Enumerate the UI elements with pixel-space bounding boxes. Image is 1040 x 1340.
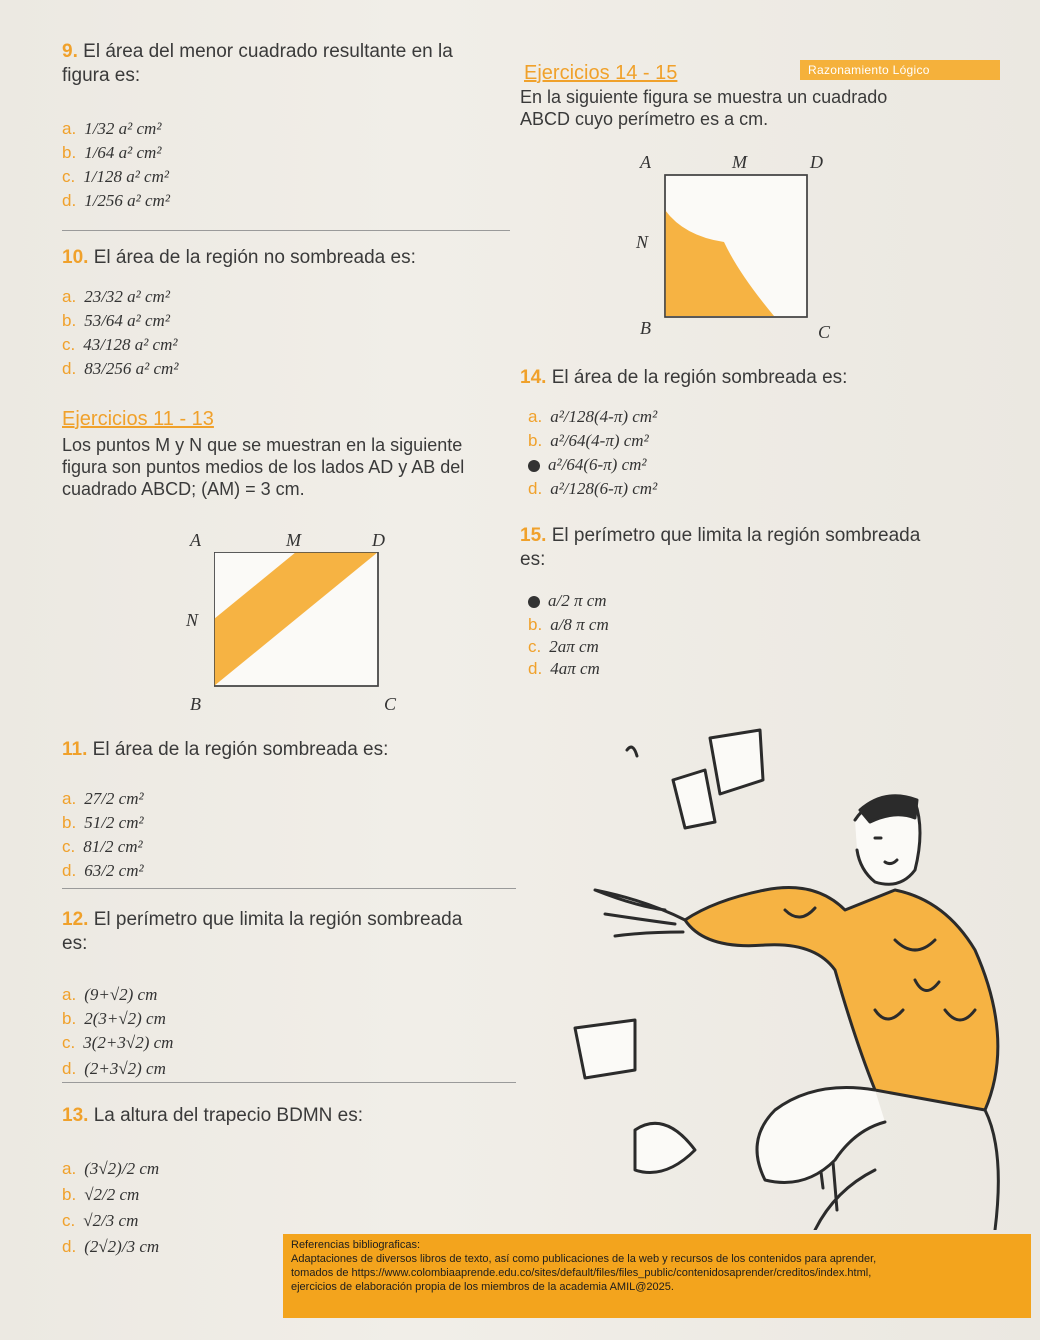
option-12b[interactable] xyxy=(62,1008,166,1030)
option-letter: b. xyxy=(528,431,543,450)
references-box xyxy=(283,1234,1031,1318)
label-d: D xyxy=(810,152,823,172)
option-value: √2/3 cm xyxy=(83,1211,139,1230)
question-number: 13. xyxy=(62,1105,89,1126)
question-9 xyxy=(62,40,522,88)
label-c: C xyxy=(818,322,831,342)
option-value: √2/2 cm xyxy=(84,1185,140,1204)
option-value: 1/64 a² cm² xyxy=(84,143,162,162)
option-letter: a. xyxy=(62,287,77,306)
option-letter: d. xyxy=(62,1237,77,1256)
option-letter: a. xyxy=(62,119,77,138)
question-text: La altura del trapecio BDMN es: xyxy=(93,1105,363,1126)
question-text: El área de la región no sombreada es: xyxy=(93,247,416,268)
option-15a[interactable] xyxy=(528,590,607,612)
intro-line: figura son puntos medios de los lados AD y AB del xyxy=(62,457,465,477)
option-value: a/8 π cm xyxy=(550,615,609,634)
option-letter: b. xyxy=(62,1185,77,1204)
option-11d[interactable] xyxy=(62,860,144,882)
question-text: El área del menor cuadrado resultante en la xyxy=(83,41,453,62)
question-11 xyxy=(62,738,522,762)
option-letter: d. xyxy=(528,479,543,498)
option-14c[interactable] xyxy=(528,454,647,476)
option-value: a/2 π cm xyxy=(548,591,607,610)
motion-line xyxy=(627,747,637,756)
question-number: 14. xyxy=(520,367,547,388)
option-letter: c. xyxy=(62,167,76,186)
option-10c[interactable] xyxy=(62,334,177,356)
label-b: B xyxy=(640,318,651,338)
option-letter: c. xyxy=(62,335,76,354)
option-value: 3(2+3√2) cm xyxy=(83,1033,174,1052)
option-letter: d. xyxy=(62,359,77,378)
divider xyxy=(62,1082,516,1083)
option-value: 23/32 a² cm² xyxy=(84,287,170,306)
option-13a[interactable] xyxy=(62,1158,159,1180)
option-value: (2√2)/3 cm xyxy=(84,1237,160,1256)
option-9d[interactable] xyxy=(62,190,170,212)
option-letter: a. xyxy=(62,1159,77,1178)
option-9a[interactable] xyxy=(62,118,161,140)
section-intro xyxy=(520,86,990,130)
option-letter: a. xyxy=(62,985,77,1004)
option-value: 53/64 a² cm² xyxy=(84,311,170,330)
label-m: M xyxy=(286,530,301,550)
hand xyxy=(595,890,685,936)
label-n: N xyxy=(636,232,649,252)
label-b: B xyxy=(190,694,201,714)
question-number: 15. xyxy=(520,525,547,546)
flying-card xyxy=(710,730,763,794)
option-13c[interactable] xyxy=(62,1210,138,1232)
option-value: 27/2 cm² xyxy=(84,789,144,808)
option-14a[interactable] xyxy=(528,406,657,428)
label-a: A xyxy=(640,152,651,172)
question-10 xyxy=(62,246,522,270)
option-11a[interactable] xyxy=(62,788,144,810)
question-12 xyxy=(62,908,522,956)
option-letter: b. xyxy=(528,615,543,634)
question-text: El perímetro que limita la región sombreada xyxy=(93,909,463,930)
label-c: C xyxy=(384,694,397,714)
body-line xyxy=(985,1110,998,1230)
selected-mark-icon xyxy=(528,596,540,608)
question-number: 9. xyxy=(62,41,78,62)
option-15d[interactable] xyxy=(528,658,600,680)
option-value: 1/128 a² cm² xyxy=(83,167,169,186)
flying-card xyxy=(575,1020,635,1078)
option-13d[interactable] xyxy=(62,1236,159,1258)
option-10a[interactable] xyxy=(62,286,170,308)
intro-line: cuadrado ABCD; (AM) = 3 cm. xyxy=(62,479,305,499)
option-14d[interactable] xyxy=(528,478,657,500)
option-12d[interactable] xyxy=(62,1058,166,1080)
question-15 xyxy=(520,524,1000,572)
label-d: D xyxy=(372,530,385,550)
shirt xyxy=(685,888,998,1111)
option-letter: c. xyxy=(62,837,76,856)
option-letter: c. xyxy=(62,1211,76,1230)
option-letter: c. xyxy=(528,637,542,656)
option-11b[interactable] xyxy=(62,812,144,834)
option-letter: b. xyxy=(62,813,77,832)
option-letter: b. xyxy=(62,1009,77,1028)
divider xyxy=(62,230,510,231)
option-value: 43/128 a² cm² xyxy=(83,335,178,354)
references-title: Referencias bibliograficas: xyxy=(291,1239,421,1251)
figure-square-arcs xyxy=(664,174,812,322)
option-14b[interactable] xyxy=(528,430,649,452)
figure-square-diagonal-band xyxy=(214,552,384,692)
question-text: El área de la región sombreada es: xyxy=(92,739,389,760)
option-15c[interactable] xyxy=(528,636,599,658)
label-a: A xyxy=(190,530,201,550)
option-letter: b. xyxy=(62,311,77,330)
option-13b[interactable] xyxy=(62,1184,139,1206)
option-letter: d. xyxy=(62,1059,77,1078)
references-line: ejercicios de elaboración propia de los miembros de la academia AMIL@2025. xyxy=(291,1281,674,1293)
label-n: N xyxy=(186,610,199,630)
option-letter: d. xyxy=(62,191,77,210)
option-value: 1/256 a² cm² xyxy=(84,191,170,210)
motion-line xyxy=(821,1172,823,1188)
intro-line: Los puntos M y N que se muestran en la siguiente xyxy=(62,435,463,455)
selected-mark-icon xyxy=(528,460,540,472)
section-title: Ejercicios 14 - 15 xyxy=(524,62,678,84)
question-text: El área de la región sombreada es: xyxy=(551,367,848,388)
question-number: 12. xyxy=(62,909,89,930)
option-value: a²/64(6-π) cm² xyxy=(548,455,647,474)
references-line: tomados de https://www.colombiaaprende.edu.co/sites/default/files/files_public/contenidosaprender/creditos/index.html, xyxy=(291,1267,872,1279)
option-value: 2aπ cm xyxy=(549,637,599,656)
option-letter: a. xyxy=(528,407,543,426)
option-12c[interactable] xyxy=(62,1032,173,1054)
option-value: (9+√2) cm xyxy=(84,985,158,1004)
question-14 xyxy=(520,366,1000,390)
section-intro xyxy=(62,434,532,500)
intro-line: ABCD cuyo perímetro es a cm. xyxy=(520,109,769,129)
option-value: 83/256 a² cm² xyxy=(84,359,179,378)
option-11c[interactable] xyxy=(62,836,143,858)
option-value: 63/2 cm² xyxy=(84,861,144,880)
option-value: 1/32 a² cm² xyxy=(84,119,162,138)
option-9b[interactable] xyxy=(62,142,161,164)
option-letter: b. xyxy=(62,143,77,162)
option-10d[interactable] xyxy=(62,358,178,380)
category-tag: Razonamiento Lógico xyxy=(800,60,1000,80)
question-text-2: es: xyxy=(62,933,88,954)
question-13 xyxy=(62,1104,522,1128)
option-value: 81/2 cm² xyxy=(83,837,143,856)
label-m: M xyxy=(732,152,747,172)
intro-line: En la siguiente figura se muestra un cuadrado xyxy=(520,87,888,107)
flying-card xyxy=(635,1123,695,1172)
divider xyxy=(62,888,516,889)
option-letter: c. xyxy=(62,1033,76,1052)
option-value: 2(3+√2) cm xyxy=(84,1009,166,1028)
question-number: 11. xyxy=(62,739,88,760)
option-10b[interactable] xyxy=(62,310,170,332)
option-value: (3√2)/2 cm xyxy=(84,1159,160,1178)
question-text: El perímetro que limita la región sombreada xyxy=(551,525,921,546)
option-9c[interactable] xyxy=(62,166,169,188)
option-15b[interactable] xyxy=(528,614,609,636)
option-letter: a. xyxy=(62,789,77,808)
question-number: 10. xyxy=(62,247,89,268)
references-line: Adaptaciones de diversos libros de texto, así como publicaciones de la web y recursos de los contenidos para aprender, xyxy=(291,1253,877,1265)
option-value: a²/64(4-π) cm² xyxy=(550,431,649,450)
option-letter: d. xyxy=(528,659,543,678)
juggling-person-illustration xyxy=(515,710,1035,1230)
option-letter: d. xyxy=(62,861,77,880)
question-text-2: es: xyxy=(520,549,546,570)
option-value: 4aπ cm xyxy=(550,659,600,678)
option-value: a²/128(6-π) cm² xyxy=(550,479,658,498)
flying-card xyxy=(673,770,715,828)
option-value: (2+3√2) cm xyxy=(84,1059,166,1078)
option-12a[interactable] xyxy=(62,984,157,1006)
question-text-2: figura es: xyxy=(62,65,141,86)
option-value: a²/128(4-π) cm² xyxy=(550,407,658,426)
option-value: 51/2 cm² xyxy=(84,813,144,832)
section-title: Ejercicios 11 - 13 xyxy=(62,408,214,430)
